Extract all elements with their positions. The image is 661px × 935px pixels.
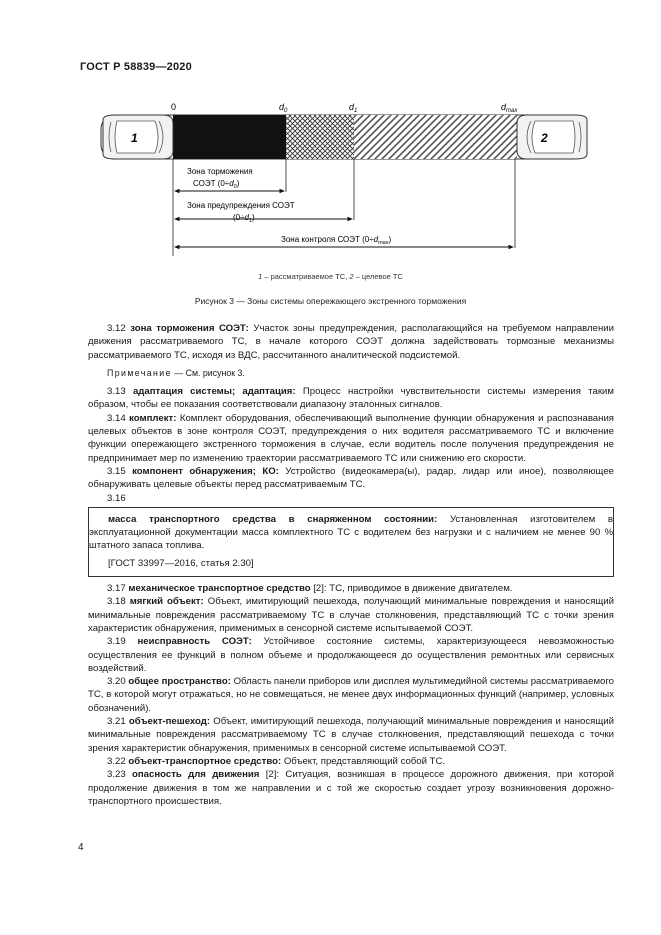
- warning-zone-fill: [286, 115, 354, 159]
- term-3-12: 3.12 зона торможения СОЭТ: Участок зоны предупреждения, располагающийся на требуемом направлении движения рассматриваемого ТС, в начале которого СОЭТ должна задействовать тормозные механизмы рассматриваемого ТС, исходя из ВДС, рассчитанного аналитической подсистемой.: [88, 323, 614, 361]
- term-3-21: 3.21 объект-пешеход: Объект, имитирующий пешехода, получающий минимальные повреждения и наносящий минимальные повреждения рассматриваемому ТС в случае столкновения, представляющий пешехода с точки зрения характеристик обнаружения, применимых в сенсорной системе испытываемой СОЭТ.: [88, 716, 614, 754]
- label-zero: 0: [171, 102, 177, 112]
- page-number: 4: [78, 842, 84, 853]
- warning-zone-label-1: Зона предупреждения СОЭТ: [187, 201, 295, 210]
- term-3-15: 3.15 компонент обнаружения; КО: Устройство (видеокамера(ы), радар, лидар или иное), позволяющее обнаруживать целевые объекты перед рассматриваемым ТС.: [88, 465, 615, 491]
- term-3-16-box: [88, 507, 614, 577]
- term-3-17: 3.17 механическое транспортное средство [2]: ТС, приводимое в движение двигателем.: [107, 583, 513, 595]
- term-3-16: масса транспортного средства в снаряженном состоянии: Установленная изготовителем в эксплуатационной документации масса комплектного ТС с водителем без нагрузки и с наличием не менее 90 % штатного запаса топлива.: [89, 513, 613, 552]
- note-3-12: Примечание — См. рисунок 3.: [107, 367, 245, 378]
- braking-zone-label-2: СОЭТ $(0\div d_0)$: [193, 179, 240, 190]
- term-3-22: 3.22 объект-транспортное средство: Объект, представляющий собой ТС.: [107, 755, 446, 767]
- control-zone-label: Зона контроля СОЭТ $(0\div d_{max})$: [281, 235, 392, 246]
- term-3-14: 3.14 комплект: Комплект оборудования, обеспечивающий выполнение функции обнаружения и распознавания целевых объектов в зоне контроля СОЭТ, предупреждения о них водителя рассматриваемого ТС и включение функции опережающего экстренного торможения в случае, если водитель после получения предупреждения не предпринимает мер по изменению траектории рассматриваемого ТС или снижению его скорости.: [88, 412, 614, 464]
- document-header: ГОСТ Р 58839—2020: [80, 61, 192, 73]
- term-3-20: 3.20 общее пространство: Область панели приборов или дисплея мультимедийной системы рассматриваемого ТС, в которой могут отражаться, но не совмещаться, не менее двух информационных функций (например, условных обозначений).: [88, 676, 614, 714]
- term-3-19: 3.19 неисправность СОЭТ: Устойчивое состояние системы, характеризующееся невозможностью осуществления ее функций в полном объеме и продолжающееся до осуществления ремонтных или сервисных воздействий.: [88, 636, 614, 674]
- vehicle-2: [517, 115, 587, 159]
- vehicle-2-label: 2: [541, 131, 548, 145]
- document-body: [88, 322, 614, 808]
- label-d1: $d_1$: [349, 102, 358, 114]
- term-3-23: 3.23 опасность для движения [2]: Ситуация, возникшая в процессе дорожного движения, при которой продолжение движения в том же направлении и с той же скоростью создает угрозу возникновения дорожно-транспортного происшествия.: [88, 769, 614, 807]
- braking-zone-fill: [173, 115, 286, 159]
- figure-caption: Рисунок 3 — Зоны системы опережающего экстренного торможения: [194, 296, 467, 306]
- term-3-16-reference: [ГОСТ 33997—2016, статья 2.30]: [108, 557, 254, 569]
- braking-zones-figure: [95, 96, 595, 261]
- warning-zone-label-2: $(0\div d_1)$: [233, 213, 255, 224]
- braking-zone-label-1: Зона торможения: [187, 167, 253, 176]
- term-3-16-number: 3.16: [107, 492, 126, 504]
- label-dmax: $d_{max}$: [501, 102, 518, 114]
- vehicle-1: [103, 115, 173, 159]
- figure-legend: 1 – рассматриваемое ТС, 2 – целевое ТС: [258, 272, 403, 281]
- term-3-13: 3.13 адаптация системы; адаптация: Процесс настройки чувствительности системы измерения таким образом, чтобы ее показания соответствовали диапазону эталонных сигналов.: [88, 386, 614, 411]
- vehicle-1-label: 1: [131, 131, 138, 145]
- label-d0: $d_0$: [279, 102, 288, 114]
- term-3-18: 3.18 мягкий объект: Объект, имитирующий пешехода, получающий минимальные повреждения и наносящий минимальные повреждения рассматриваемому ТС в случае столкновения, представляющий ТС с точки зрения характеристик обнаружения, применимых в сенсорной системе испытываемой СОЭТ.: [88, 596, 614, 634]
- control-zone-fill: [354, 115, 517, 159]
